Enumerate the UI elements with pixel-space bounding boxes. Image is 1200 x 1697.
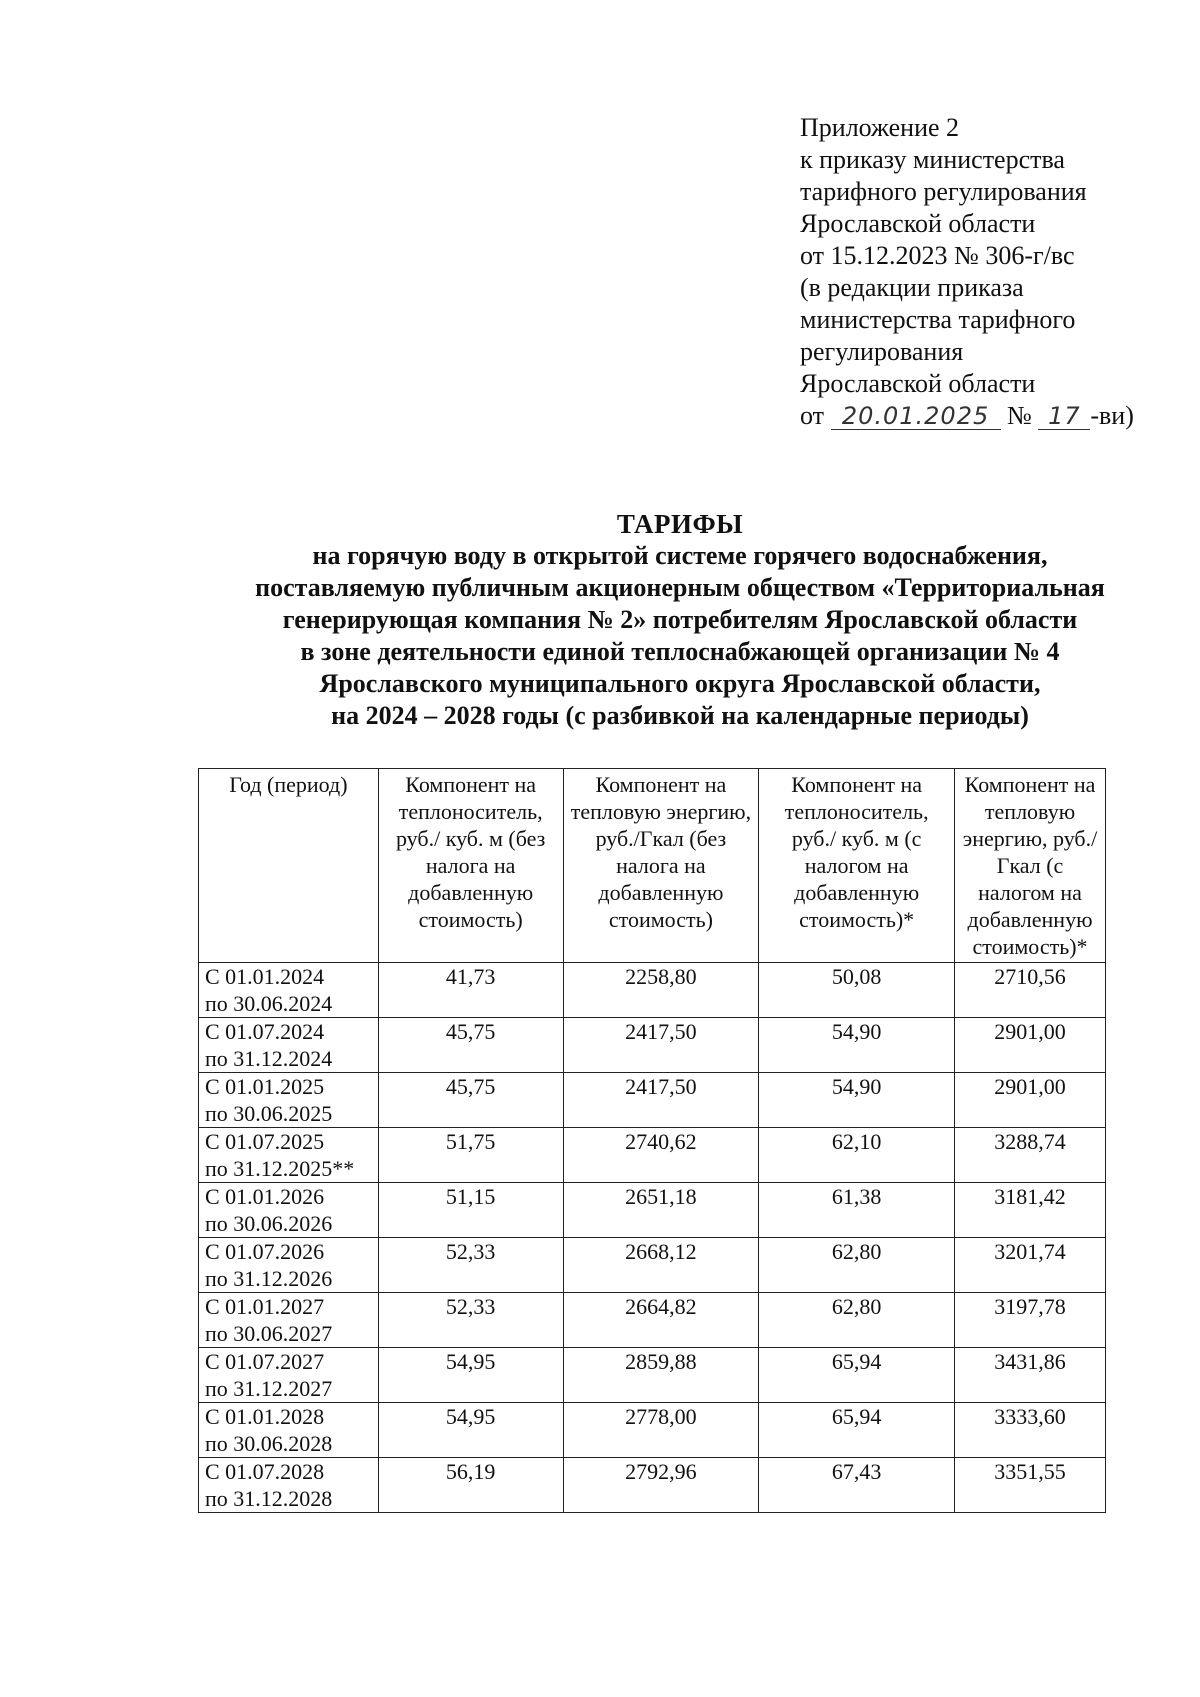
table-row [199,1403,1106,1458]
appendix-line: регулирования [800,337,964,366]
title-line: на 2024 – 2028 годы (с разбивкой на календарные периоды) [331,701,1029,730]
appendix-line: Ярославской области [800,369,1036,398]
title-main: ТАРИФЫ [616,509,744,539]
energy-vat-cell: 3201,74 [955,1238,1106,1293]
coolant-vat-cell: 50,08 [759,963,955,1018]
coolant-no-vat-cell: 45,75 [378,1018,563,1073]
period-to: по 31.12.2028 [205,1486,333,1511]
period-to: по 31.12.2024 [205,1046,333,1071]
period-from: С 01.07.2027 [205,1349,325,1374]
period-to: по 30.06.2026 [205,1211,333,1236]
header-energy-vat: Компонент на тепловую энергию, руб./Гкал (с налогом на добавленную стоимость)* [955,769,1106,963]
period-cell [199,1348,379,1403]
table-row [199,1348,1106,1403]
coolant-vat-cell: 67,43 [759,1458,955,1513]
period-to: по 30.06.2024 [205,991,333,1016]
period-from: С 01.07.2025 [205,1129,325,1154]
period-from: С 01.07.2026 [205,1239,325,1264]
table-row [199,1073,1106,1128]
period-from: С 01.07.2024 [205,1019,325,1044]
energy-vat-cell: 3288,74 [955,1128,1106,1183]
energy-no-vat-cell: 2258,80 [563,963,759,1018]
appendix-line: к приказу министерства [800,145,1065,174]
coolant-vat-cell: 65,94 [759,1348,955,1403]
table-row [199,1458,1106,1513]
energy-no-vat-cell: 2740,62 [563,1128,759,1183]
table-row [199,1293,1106,1348]
coolant-no-vat-cell: 52,33 [378,1293,563,1348]
coolant-no-vat-cell: 54,95 [378,1403,563,1458]
appendix-line: (в редакции приказа [800,273,1024,302]
coolant-vat-cell: 62,80 [759,1238,955,1293]
table-header-row [199,769,1106,963]
title-line: на горячую воду в открытой системе горячего водоснабжения, [312,541,1048,570]
energy-vat-cell: 2710,56 [955,963,1106,1018]
header-period: Год (период) [199,769,379,963]
title-line: генерирующая компания № 2» потребителям Ярославской области [282,605,1078,634]
tariffs-table [198,768,1106,1513]
amendment-suffix: -ви) [1090,401,1134,430]
header-coolant-no-vat: Компонент на теплоноситель, руб./ куб. м (без налога на добавленную стоимость) [378,769,563,963]
period-to: по 31.12.2026 [205,1266,333,1291]
coolant-vat-cell: 62,80 [759,1293,955,1348]
energy-no-vat-cell: 2778,00 [563,1403,759,1458]
appendix-amendment-line [800,400,1180,432]
handwritten-number: 17 [1038,403,1090,430]
period-from: С 01.07.2028 [205,1459,325,1484]
energy-vat-cell: 3431,86 [955,1348,1106,1403]
period-cell [199,963,379,1018]
period-to: по 30.06.2027 [205,1321,333,1346]
coolant-no-vat-cell: 51,15 [378,1183,563,1238]
amendment-prefix: от [800,401,825,430]
energy-vat-cell: 3351,55 [955,1458,1106,1513]
period-from: С 01.01.2027 [205,1294,325,1319]
document-title [150,508,1200,732]
period-from: С 01.01.2026 [205,1184,325,1209]
energy-no-vat-cell: 2668,12 [563,1238,759,1293]
appendix-line: тарифного регулирования [800,177,1087,206]
coolant-vat-cell: 62,10 [759,1128,955,1183]
appendix-line: Приложение 2 [800,113,960,142]
table-row [199,1238,1106,1293]
energy-vat-cell: 3181,42 [955,1183,1106,1238]
appendix-line: от 15.12.2023 № 306-г/вс [800,241,1075,270]
energy-no-vat-cell: 2417,50 [563,1073,759,1128]
period-cell [199,1238,379,1293]
period-cell [199,1018,379,1073]
period-cell [199,1073,379,1128]
energy-no-vat-cell: 2792,96 [563,1458,759,1513]
coolant-vat-cell: 54,90 [759,1073,955,1128]
period-cell [199,1183,379,1238]
handwritten-date: 20.01.2025 [831,403,1001,430]
coolant-no-vat-cell: 52,33 [378,1238,563,1293]
period-to: по 30.06.2025 [205,1101,333,1126]
energy-no-vat-cell: 2664,82 [563,1293,759,1348]
energy-vat-cell: 2901,00 [955,1018,1106,1073]
energy-vat-cell: 3333,60 [955,1403,1106,1458]
period-to: по 31.12.2027 [205,1376,333,1401]
table-row [199,963,1106,1018]
coolant-vat-cell: 61,38 [759,1183,955,1238]
coolant-no-vat-cell: 54,95 [378,1348,563,1403]
title-line: в зоне деятельности единой теплоснабжающей организации № 4 [300,637,1060,666]
number-sign: № [1007,401,1032,430]
coolant-no-vat-cell: 41,73 [378,963,563,1018]
energy-no-vat-cell: 2859,88 [563,1348,759,1403]
coolant-no-vat-cell: 45,75 [378,1073,563,1128]
table-body [199,963,1106,1513]
appendix-line: Ярославской области [800,209,1036,238]
period-cell [199,1403,379,1458]
period-from: С 01.01.2025 [205,1074,325,1099]
energy-no-vat-cell: 2651,18 [563,1183,759,1238]
table-row [199,1183,1106,1238]
coolant-vat-cell: 65,94 [759,1403,955,1458]
period-from: С 01.01.2028 [205,1404,325,1429]
energy-vat-cell: 3197,78 [955,1293,1106,1348]
energy-no-vat-cell: 2417,50 [563,1018,759,1073]
header-coolant-vat: Компонент на теплоноситель, руб./ куб. м (с налогом на добавленную стоимость)* [759,769,955,963]
coolant-no-vat-cell: 51,75 [378,1128,563,1183]
coolant-vat-cell: 54,90 [759,1018,955,1073]
table-row [199,1018,1106,1073]
period-cell [199,1458,379,1513]
table-row [199,1128,1106,1183]
period-cell [199,1128,379,1183]
header-energy-no-vat: Компонент на тепловую энергию, руб./Гкал (без налога на добавленную стоимость) [563,769,759,963]
appendix-line: министерства тарифного [800,305,1076,334]
coolant-no-vat-cell: 56,19 [378,1458,563,1513]
appendix-header [800,112,1180,432]
title-line: поставляемую публичным акционерным обществом «Территориальная [255,573,1105,602]
period-to: по 30.06.2028 [205,1431,333,1456]
title-line: Ярославского муниципального округа Ярославской области, [319,669,1041,698]
period-cell [199,1293,379,1348]
period-from: С 01.01.2024 [205,964,325,989]
period-to: по 31.12.2025** [205,1156,355,1181]
energy-vat-cell: 2901,00 [955,1073,1106,1128]
